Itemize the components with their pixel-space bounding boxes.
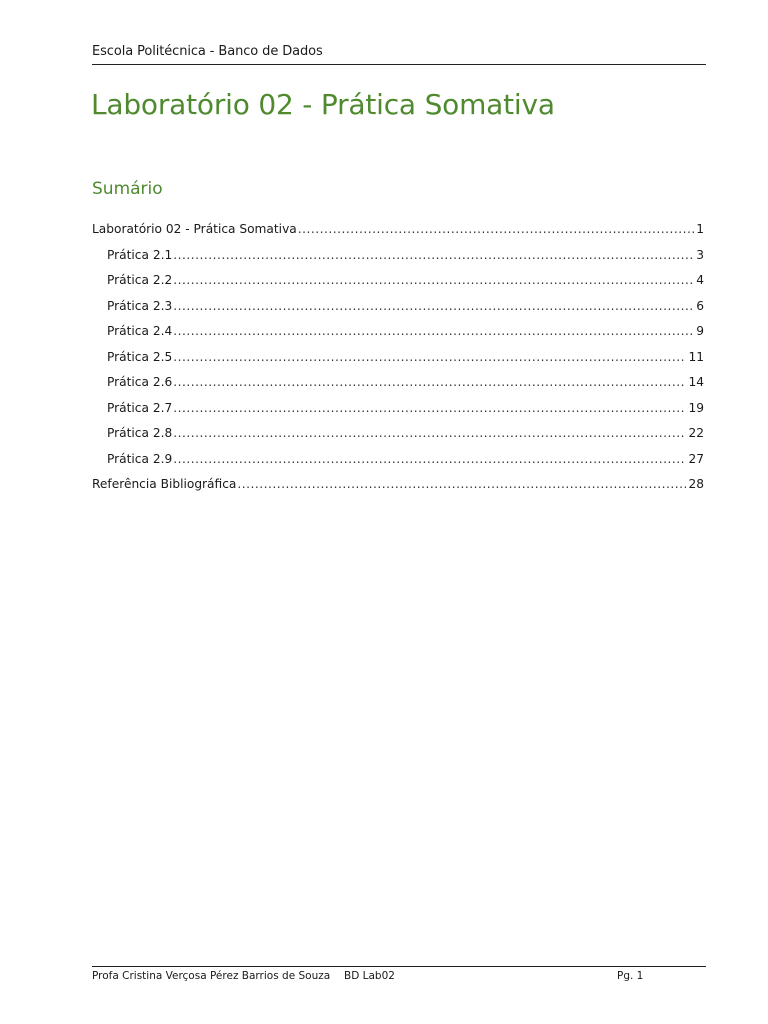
- toc-leader-dots: [173, 398, 686, 418]
- toc-leader-dots: [298, 219, 694, 239]
- toc-entry-page: 19: [688, 400, 704, 415]
- toc-entry-label: Prática 2.3: [107, 298, 173, 313]
- toc-entry-page: 9: [696, 324, 704, 338]
- table-of-contents: [92, 219, 704, 500]
- toc-entry-pratica-2-3[interactable]: [92, 296, 704, 322]
- toc-entry-pratica-2-6[interactable]: [92, 372, 704, 398]
- toc-entry-pratica-2-5[interactable]: [92, 347, 704, 373]
- toc-heading: Sumário: [92, 179, 163, 199]
- toc-leader-dots: [173, 449, 686, 469]
- toc-entry-pratica-2-8[interactable]: [92, 423, 704, 449]
- toc-entry-label: Prática 2.8: [107, 426, 173, 440]
- toc-entry-page: 4: [696, 273, 704, 287]
- footer-doc-code: BD Lab02: [344, 970, 395, 982]
- toc-entry-referencia[interactable]: [92, 474, 704, 500]
- page-header: [92, 44, 706, 65]
- toc-leader-dots: [173, 270, 694, 290]
- toc-entry-label: Referência Bibliográfica: [92, 477, 237, 491]
- toc-leader-dots: [173, 296, 694, 316]
- toc-entry-page: 1: [696, 222, 704, 236]
- toc-entry-label: Prática 2.9: [107, 451, 173, 466]
- toc-entry-pratica-2-1[interactable]: [92, 245, 704, 271]
- header-text: Escola Politécnica - Banco de Dados: [92, 44, 323, 59]
- toc-entry-label: Prática 2.6: [107, 375, 173, 389]
- toc-leader-dots: [173, 372, 686, 392]
- page-footer: [92, 966, 706, 985]
- toc-entry-pratica-2-4[interactable]: [92, 321, 704, 347]
- toc-entry-page: 6: [696, 298, 704, 313]
- toc-entry-page: 3: [696, 247, 704, 262]
- toc-entry-pratica-2-7[interactable]: [92, 398, 704, 424]
- toc-leader-dots: [173, 347, 686, 367]
- footer-page-number: Pg. 1: [617, 970, 644, 982]
- toc-entry-pratica-2-2[interactable]: [92, 270, 704, 296]
- toc-entry-page: 27: [688, 451, 704, 466]
- toc-entry-label: Prática 2.7: [107, 400, 173, 415]
- footer-author: Profa Cristina Verçosa Pérez Barrios de Souza: [92, 970, 331, 982]
- toc-entry-label: Prática 2.2: [107, 273, 173, 287]
- toc-entry-page: 28: [688, 477, 704, 491]
- toc-entry-label: Laboratório 02 - Prática Somativa: [92, 222, 297, 236]
- toc-entry-laboratorio[interactable]: [92, 219, 704, 245]
- toc-entry-label: Prática 2.1: [107, 247, 173, 262]
- toc-entry-page: 11: [688, 349, 704, 364]
- toc-entry-page: 14: [688, 375, 704, 389]
- toc-leader-dots: [237, 474, 686, 494]
- document-title: Laboratório 02 - Prática Somativa: [91, 88, 555, 121]
- toc-entry-label: Prática 2.4: [107, 324, 173, 338]
- toc-leader-dots: [173, 245, 694, 265]
- toc-leader-dots: [173, 321, 694, 341]
- toc-entry-label: Prática 2.5: [107, 349, 173, 364]
- toc-entry-pratica-2-9[interactable]: [92, 449, 704, 475]
- toc-leader-dots: [173, 423, 686, 443]
- toc-entry-page: 22: [688, 426, 704, 440]
